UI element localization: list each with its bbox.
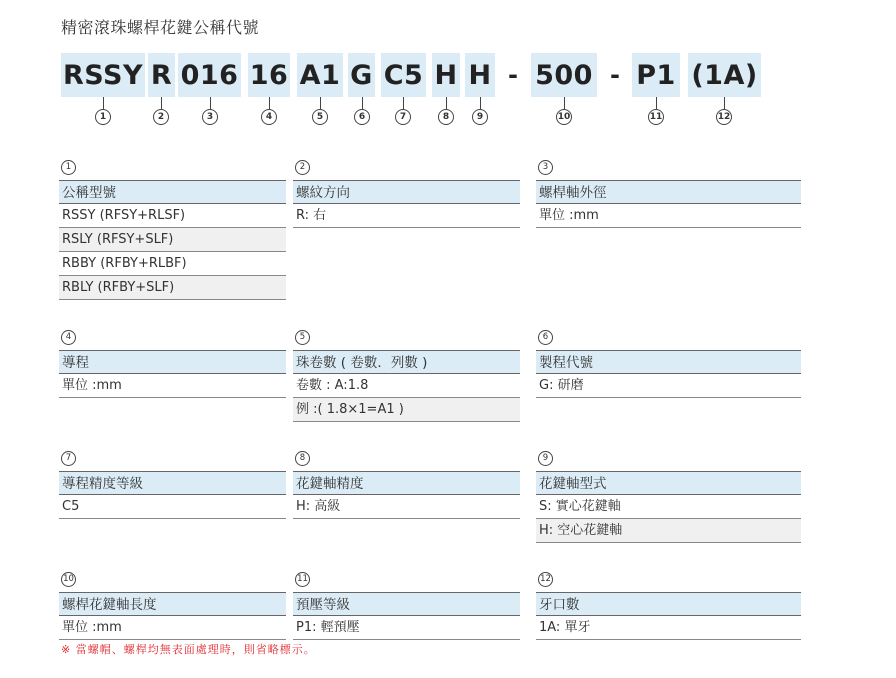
spec-header: 珠卷數 ( 卷數．列數 )	[293, 350, 520, 374]
code-badge-8: 8	[438, 109, 454, 125]
spec-row: H: 高級	[293, 495, 520, 519]
spec-block-2	[293, 154, 520, 228]
spec-row: P1: 輕預壓	[293, 616, 520, 640]
tick-11	[656, 97, 657, 109]
code-badge-6: 6	[354, 109, 370, 125]
tick-2	[161, 97, 162, 109]
spec-block-1	[59, 154, 286, 300]
spec-block-10	[59, 566, 286, 640]
spec-number: 1	[61, 160, 76, 175]
spec-header: 公稱型號	[59, 180, 286, 204]
spec-row: 卷數 : A:1.8	[293, 374, 520, 398]
tick-8	[446, 97, 447, 109]
code-segment-1: RSSY	[61, 53, 145, 97]
spec-header: 螺桿花鍵軸長度	[59, 592, 286, 616]
spec-number: 5	[295, 330, 310, 345]
spec-row: 單位 :mm	[59, 374, 286, 398]
code-dash-2: -	[610, 61, 620, 89]
code-segment-4: 16	[248, 53, 290, 97]
spec-number: 4	[61, 330, 76, 345]
code-segment-6: G	[348, 53, 375, 97]
code-badge-5: 5	[312, 109, 328, 125]
spec-header: 螺桿軸外徑	[536, 180, 801, 204]
code-segment-12: (1A)	[688, 53, 761, 97]
code-badge-3: 3	[202, 109, 218, 125]
spec-row: 1A: 單牙	[536, 616, 801, 640]
code-segment-9: H	[465, 53, 495, 97]
footnote: ※ 當螺帽、螺桿均無表面處理時，則省略標示。	[61, 643, 316, 656]
spec-number: 10	[61, 572, 76, 587]
spec-number: 8	[295, 451, 310, 466]
code-badge-10: 10	[556, 109, 572, 125]
spec-header: 花鍵軸精度	[293, 471, 520, 495]
code-badge-4: 4	[261, 109, 277, 125]
code-badge-7: 7	[395, 109, 411, 125]
code-badge-12: 12	[716, 109, 732, 125]
spec-header: 牙口數	[536, 592, 801, 616]
code-segment-2: R	[148, 53, 175, 97]
code-segment-8: H	[432, 53, 460, 97]
spec-header: 製程代號	[536, 350, 801, 374]
spec-row: RSSY (RFSY+RLSF)	[59, 204, 286, 228]
spec-header: 預壓等級	[293, 592, 520, 616]
code-badge-2: 2	[153, 109, 169, 125]
spec-number: 12	[538, 572, 553, 587]
spec-row: RBLY (RFBY+SLF)	[59, 276, 286, 300]
code-dash-1: -	[508, 61, 518, 89]
spec-row: S: 實心花鍵軸	[536, 495, 801, 519]
spec-block-12	[536, 566, 801, 640]
tick-5	[320, 97, 321, 109]
tick-9	[480, 97, 481, 109]
spec-number: 2	[295, 160, 310, 175]
spec-block-4	[59, 324, 286, 398]
page-title: 精密滾珠螺桿花鍵公稱代號	[61, 18, 260, 37]
spec-header: 花鍵軸型式	[536, 471, 801, 495]
code-badge-11: 11	[648, 109, 664, 125]
spec-row: G: 研磨	[536, 374, 801, 398]
spec-block-11	[293, 566, 520, 640]
spec-number: 11	[295, 572, 310, 587]
spec-row: H: 空心花鍵軸	[536, 519, 801, 543]
spec-number: 9	[538, 451, 553, 466]
code-segment-5: A1	[297, 53, 343, 97]
tick-6	[362, 97, 363, 109]
tick-3	[210, 97, 211, 109]
spec-header: 導程	[59, 350, 286, 374]
code-badge-1: 1	[95, 109, 111, 125]
code-segment-10: 500	[531, 53, 597, 97]
spec-block-7	[59, 445, 286, 519]
spec-block-3	[536, 154, 801, 228]
spec-header: 導程精度等級	[59, 471, 286, 495]
spec-row: 例 :( 1.8×1=A1 )	[293, 398, 520, 422]
tick-12	[724, 97, 725, 109]
code-segment-7: C5	[381, 53, 426, 97]
spec-number: 3	[538, 160, 553, 175]
spec-row: C5	[59, 495, 286, 519]
spec-row: 單位 :mm	[536, 204, 801, 228]
spec-row: RBBY (RFBY+RLBF)	[59, 252, 286, 276]
tick-4	[269, 97, 270, 109]
code-segment-3: 016	[178, 53, 241, 97]
tick-1	[103, 97, 104, 109]
code-badge-9: 9	[472, 109, 488, 125]
spec-header: 螺紋方向	[293, 180, 520, 204]
tick-10	[564, 97, 565, 109]
tick-7	[403, 97, 404, 109]
spec-row: RSLY (RFSY+SLF)	[59, 228, 286, 252]
spec-number: 7	[61, 451, 76, 466]
spec-number: 6	[538, 330, 553, 345]
spec-row: R: 右	[293, 204, 520, 228]
spec-block-9	[536, 445, 801, 543]
spec-block-8	[293, 445, 520, 519]
spec-row: 單位 :mm	[59, 616, 286, 640]
code-segment-11: P1	[632, 53, 680, 97]
spec-block-6	[536, 324, 801, 398]
spec-block-5	[293, 324, 520, 422]
